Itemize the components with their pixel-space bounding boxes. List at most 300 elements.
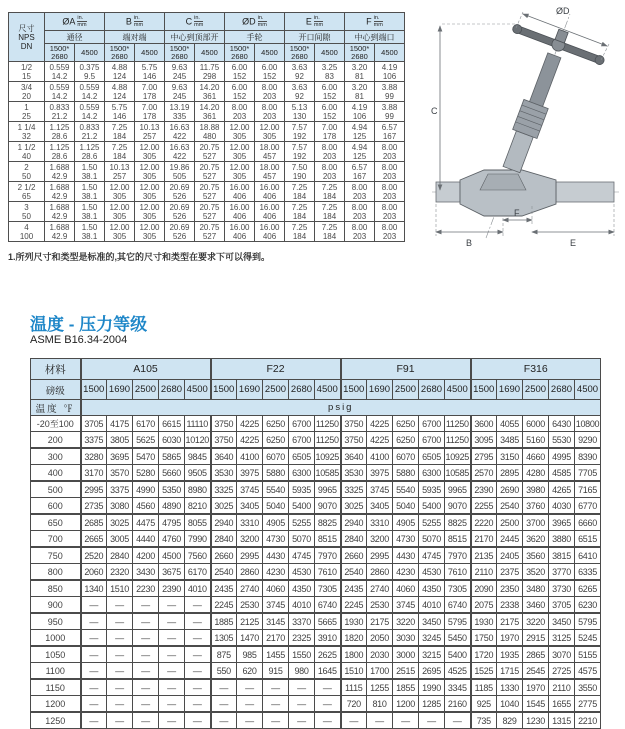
pressure-row <box>31 465 601 482</box>
material-header: A105 <box>81 359 211 380</box>
pressure-cell: 6170 <box>133 416 159 432</box>
dim-cell: 8.00 203 <box>345 182 375 202</box>
pressure-cell: 1330 <box>497 679 523 696</box>
pressure-cell: — <box>367 712 393 729</box>
temp-cell: 650 <box>31 514 81 531</box>
material-corner-header: 材料 <box>31 359 81 380</box>
pressure-cell: 3975 <box>237 465 263 482</box>
pressure-cell: 5400 <box>419 498 445 515</box>
class-header: 4500 <box>445 380 471 400</box>
temp-cell: 200 <box>31 432 81 449</box>
dim-cell: 1.125 28.6 <box>45 122 75 142</box>
size-cell: 3 50 <box>9 202 45 222</box>
pressure-cell: 2135 <box>471 547 497 564</box>
pressure-cell: 2795 <box>471 448 497 465</box>
pressure-cell: 4430 <box>263 547 289 564</box>
dim-cell: 10.13 257 <box>105 162 135 182</box>
dim-cell: 9.63 245 <box>165 82 195 102</box>
pressure-cell: 2210 <box>575 712 601 729</box>
pressure-cell: 3200 <box>367 531 393 548</box>
dim-cell: 8.00 203 <box>255 82 285 102</box>
pressure-cell: 6505 <box>419 448 445 465</box>
pressure-cell: 620 <box>237 663 263 680</box>
pressure-cell: 5255 <box>419 514 445 531</box>
pressure-cell: — <box>81 679 107 696</box>
pressure-cell: 4760 <box>159 531 185 548</box>
dim-cell: 16.00 406 <box>225 182 255 202</box>
temp-cell: 300 <box>31 448 81 465</box>
pressure-cell: 3620 <box>523 531 549 548</box>
pressure-cell: 1855 <box>393 679 419 696</box>
pressure-cell: 4575 <box>575 663 601 680</box>
dim-letter: C <box>185 16 193 27</box>
dim-cell: 18.88 480 <box>195 122 225 142</box>
pressure-cell: — <box>185 696 211 713</box>
unit-stack: $\frac{in.}{mm}$ <box>133 15 144 28</box>
pressure-cell: 1470 <box>237 630 263 647</box>
dim-cell: 20.75 527 <box>195 162 225 182</box>
temp-cell: 1250 <box>31 712 81 729</box>
pressure-cell: — <box>133 712 159 729</box>
pressure-cell: — <box>107 646 133 663</box>
pressure-cell: 2500 <box>497 514 523 531</box>
pressure-cell: 3520 <box>523 564 549 581</box>
pressure-cell: — <box>133 663 159 680</box>
pressure-cell: 1930 <box>341 613 367 630</box>
pressure-cell: 5880 <box>393 465 419 482</box>
pressure-cell: 3750 <box>341 416 367 432</box>
pressure-cell: — <box>263 712 289 729</box>
class-header: 4500 <box>185 380 211 400</box>
pressure-row <box>31 646 601 663</box>
unit-stack: $\frac{in.}{mm}$ <box>194 15 204 28</box>
class-header: 2500 <box>523 380 549 400</box>
pressure-cell: 2245 <box>341 597 367 614</box>
pressure-cell: 6700 <box>419 432 445 449</box>
dim-cell: 6.00 152 <box>225 82 255 102</box>
table-row <box>9 62 405 82</box>
dim-cell: 3.88 99 <box>375 82 405 102</box>
pressure-cell: 3750 <box>341 432 367 449</box>
dim-group-header <box>345 13 405 31</box>
pressure-cell: — <box>211 696 237 713</box>
pressure-cell: — <box>107 663 133 680</box>
dim-cell: 16.00 406 <box>255 202 285 222</box>
dim-cell: 3.20 81 <box>345 62 375 82</box>
dim-cell: 7.57 192 <box>285 142 315 162</box>
pressure-cell: 985 <box>237 646 263 663</box>
pressure-cell: 4030 <box>549 498 575 515</box>
pressure-row <box>31 416 601 432</box>
pressure-cell: 1285 <box>419 696 445 713</box>
dim-label-B: B <box>466 238 473 248</box>
dim-cell: 3.63 92 <box>285 62 315 82</box>
pressure-cell: 2060 <box>81 564 107 581</box>
pressure-cell: 980 <box>289 663 315 680</box>
pressure-cell: 4905 <box>393 514 419 531</box>
pressure-cell: 8980 <box>185 481 211 498</box>
pressure-cell: 9965 <box>315 481 341 498</box>
dim-cell: 1.125 28.6 <box>45 142 75 162</box>
pressure-cell: 2665 <box>81 531 107 548</box>
yoke <box>503 131 533 173</box>
pressure-cell: 3965 <box>549 514 575 531</box>
pressure-cell: 2865 <box>523 646 549 663</box>
pressure-cell: 4100 <box>367 448 393 465</box>
dim-cell: 0.559 14.2 <box>45 62 75 82</box>
pressure-cell: 4660 <box>523 448 549 465</box>
pressure-cell: 3310 <box>237 514 263 531</box>
dim-cell: 6.00 152 <box>255 62 285 82</box>
pressure-cell: 3980 <box>523 481 549 498</box>
pressure-cell: — <box>159 663 185 680</box>
pressure-cell: — <box>289 712 315 729</box>
pressure-row <box>31 564 601 581</box>
pressure-cell: — <box>159 597 185 614</box>
pressure-cell: 2338 <box>497 597 523 614</box>
class-header: 1500 <box>81 380 107 400</box>
pressure-cell: 2170 <box>471 531 497 548</box>
size-cell: 1 25 <box>9 102 45 122</box>
pressure-cell: — <box>185 613 211 630</box>
pressure-cell: 5625 <box>133 432 159 449</box>
pressure-cell: 1715 <box>497 663 523 680</box>
class-header: 4500 <box>575 380 601 400</box>
pressure-cell: 5245 <box>575 630 601 647</box>
pressure-cell: 3675 <box>159 564 185 581</box>
pressure-cell: — <box>289 679 315 696</box>
pressure-cell: 8825 <box>315 514 341 531</box>
dim-cell: 19.86 505 <box>165 162 195 182</box>
class-header: 2680 <box>549 380 575 400</box>
dim-cell: 8.00 203 <box>315 162 345 182</box>
pressure-cell: 4475 <box>133 514 159 531</box>
pressure-cell: 2775 <box>575 696 601 713</box>
dim-cell: 4.94 125 <box>345 142 375 162</box>
pressure-row <box>31 613 601 630</box>
material-header: F22 <box>211 359 341 380</box>
pressure-cell: 2255 <box>471 498 497 515</box>
pressure-cell: 2860 <box>367 564 393 581</box>
pressure-cell: 4200 <box>133 547 159 564</box>
pressure-cell: — <box>107 613 133 630</box>
pressure-cell: — <box>185 630 211 647</box>
size-cell: 4 100 <box>9 222 45 242</box>
pressure-cell: 2375 <box>497 564 523 581</box>
dim-cell: 7.57 192 <box>285 122 315 142</box>
section-subtitle: ASME B16.34-2004 <box>30 334 128 346</box>
pressure-cell: 5935 <box>289 481 315 498</box>
pressure-cell: 6740 <box>315 597 341 614</box>
pressure-cell: — <box>263 679 289 696</box>
dim-cell: 1.125 28.6 <box>75 142 105 162</box>
class-header: 1500* 2680 <box>105 44 135 62</box>
pressure-rating-table <box>30 358 601 729</box>
dim-letter: B <box>125 16 132 27</box>
pressure-cell: 9070 <box>445 498 471 515</box>
unit-stack: $\frac{in.}{mm}$ <box>313 15 324 28</box>
dim-label-D: ØD <box>556 6 570 16</box>
class-header: 2680 <box>159 380 185 400</box>
pressure-row <box>31 630 601 647</box>
pressure-cell: — <box>133 630 159 647</box>
pressure-cell: — <box>159 679 185 696</box>
pressure-cell: 6000 <box>523 416 549 432</box>
pressure-cell: 2625 <box>315 646 341 663</box>
table-row <box>9 82 405 102</box>
class-header: 4500 <box>75 44 105 62</box>
pressure-cell: 5155 <box>575 646 601 663</box>
dim-cell: 1.50 38.1 <box>75 162 105 182</box>
pressure-cell: — <box>107 679 133 696</box>
pressure-cell: 7610 <box>315 564 341 581</box>
dim-cell: 12.00 305 <box>135 222 165 242</box>
dim-cell: 8.00 203 <box>315 142 345 162</box>
dim-cell: 1.688 42.9 <box>45 222 75 242</box>
pressure-cell: 11250 <box>445 432 471 449</box>
pressure-cell: — <box>133 646 159 663</box>
pressure-cell: 8825 <box>445 514 471 531</box>
pressure-cell: — <box>211 712 237 729</box>
pressure-cell: 4730 <box>393 531 419 548</box>
pressure-cell: 4230 <box>393 564 419 581</box>
pressure-cell: — <box>237 696 263 713</box>
pressure-cell: 6615 <box>159 416 185 432</box>
dim-cell: 12.00 305 <box>255 122 285 142</box>
pressure-cell: 11250 <box>315 432 341 449</box>
pressure-cell: 915 <box>263 663 289 680</box>
pressure-row <box>31 481 601 498</box>
pressure-cell: 3280 <box>81 448 107 465</box>
pressure-cell: 3815 <box>549 547 575 564</box>
pressure-row <box>31 597 601 614</box>
pressure-cell: 2740 <box>367 580 393 597</box>
unit-stack: $\frac{in.}{mm}$ <box>373 15 383 28</box>
dim-cell: 16.00 406 <box>225 222 255 242</box>
pressure-cell: 3150 <box>497 448 523 465</box>
pressure-cell: 4225 <box>237 432 263 449</box>
pressure-cell: 5070 <box>419 531 445 548</box>
pressure-cell: 3480 <box>523 580 549 597</box>
dim-cell: 12.00 305 <box>135 142 165 162</box>
pressure-cell: 1315 <box>549 712 575 729</box>
psig-unit-header: psig <box>81 400 601 416</box>
dim-group-cn-label: 中心到端口 <box>345 31 405 44</box>
unit-stack: $\frac{in.}{mm}$ <box>77 15 87 28</box>
dim-cell: 14.20 361 <box>195 82 225 102</box>
dim-cell: 12.00 305 <box>105 202 135 222</box>
pressure-cell: 7970 <box>445 547 471 564</box>
dim-cell: 8.00 203 <box>375 182 405 202</box>
dim-cell: 8.00 203 <box>255 102 285 122</box>
class-header: 4500 <box>135 44 165 62</box>
pressure-cell: 2570 <box>471 465 497 482</box>
pressure-cell: 1990 <box>419 679 445 696</box>
pressure-cell: 2435 <box>341 580 367 597</box>
dim-cell: 12.00 305 <box>105 222 135 242</box>
dim-cell: 1.50 38.1 <box>75 222 105 242</box>
dim-cell: 5.75 146 <box>105 102 135 122</box>
temp-cell: 1050 <box>31 646 81 663</box>
pressure-cell: 4745 <box>419 547 445 564</box>
dim-cell: 7.25 184 <box>105 142 135 162</box>
pressure-cell: 1200 <box>393 696 419 713</box>
dim-cell: 13.19 335 <box>165 102 195 122</box>
pressure-cell: 7970 <box>315 547 341 564</box>
pressure-cell: 2895 <box>497 465 523 482</box>
pressure-cell: 2390 <box>471 481 497 498</box>
pressure-cell: 4795 <box>159 514 185 531</box>
class-header: 2680 <box>289 380 315 400</box>
table-row <box>9 102 405 122</box>
dim-cell: 12.00 305 <box>225 162 255 182</box>
pressure-cell: 4585 <box>549 465 575 482</box>
pressure-cell: 11250 <box>445 416 471 432</box>
dim-cell: 12.00 305 <box>225 142 255 162</box>
dim-cell: 3.88 99 <box>375 102 405 122</box>
pressure-cell: — <box>81 712 107 729</box>
pressure-cell: 3805 <box>107 432 133 449</box>
class-header: 2500 <box>263 380 289 400</box>
pressure-cell: 2840 <box>107 547 133 564</box>
valve-bonnet-assembly <box>466 14 609 187</box>
pressure-cell: 1750 <box>471 630 497 647</box>
dim-cell: 12.00 305 <box>135 182 165 202</box>
pressure-cell: 3375 <box>107 481 133 498</box>
temp-cell: 1100 <box>31 663 81 680</box>
pressure-cell: 5665 <box>315 613 341 630</box>
pressure-cell: 2175 <box>367 613 393 630</box>
dim-cell: 0.559 14.2 <box>45 82 75 102</box>
pressure-cell: 3600 <box>471 416 497 432</box>
table-row <box>9 122 405 142</box>
pressure-cell: — <box>393 712 419 729</box>
pressure-cell: 10585 <box>445 465 471 482</box>
pressure-cell: 735 <box>471 712 497 729</box>
dim-cell: 6.00 152 <box>315 82 345 102</box>
pressure-cell: 6660 <box>575 514 601 531</box>
pressure-cell: 5880 <box>263 465 289 482</box>
dim-cell: 14.20 361 <box>195 102 225 122</box>
pressure-cell: 4350 <box>419 580 445 597</box>
dim-cell: 7.25 184 <box>315 182 345 202</box>
class-header: 1500* 2680 <box>225 44 255 62</box>
pressure-cell: — <box>315 679 341 696</box>
dim-label-C: C <box>431 106 438 116</box>
pressure-cell: 4890 <box>159 498 185 515</box>
class-header: 1500* 2680 <box>165 44 195 62</box>
pressure-cell: 2995 <box>81 481 107 498</box>
pressure-cell: 2445 <box>497 531 523 548</box>
dim-cell: 20.75 527 <box>195 142 225 162</box>
temp-cell: 1150 <box>31 679 81 696</box>
pressure-cell: 3640 <box>341 448 367 465</box>
dim-cell: 7.25 184 <box>105 122 135 142</box>
pressure-cell: 3030 <box>393 630 419 647</box>
pressure-row <box>31 498 601 515</box>
pressure-cell: 10585 <box>315 465 341 482</box>
dim-cell: 8.00 203 <box>375 222 405 242</box>
pressure-cell: 3000 <box>393 646 419 663</box>
pressure-cell: 2175 <box>497 613 523 630</box>
pressure-cell: 4265 <box>549 481 575 498</box>
temp-cell: -20至100 <box>31 416 81 432</box>
dim-group-header <box>45 13 105 31</box>
dim-cell: 7.25 184 <box>315 222 345 242</box>
pressure-cell: 2520 <box>81 547 107 564</box>
pressure-cell: 4225 <box>367 432 393 449</box>
dim-cell: 1.50 38.1 <box>75 202 105 222</box>
dim-cell: 16.00 406 <box>255 222 285 242</box>
class-header: 1690 <box>367 380 393 400</box>
pressure-cell: 6515 <box>575 531 601 548</box>
pressure-cell: — <box>133 597 159 614</box>
temp-cell: 1200 <box>31 696 81 713</box>
class-header: 1500 <box>471 380 497 400</box>
dimensions-table <box>8 12 405 242</box>
pressure-cell: 7165 <box>575 481 601 498</box>
dim-cell: 4.19 106 <box>345 102 375 122</box>
pressure-cell: 1885 <box>211 613 237 630</box>
class-corner-header: 磅级 <box>31 380 81 400</box>
pressure-cell: 3095 <box>471 432 497 449</box>
pressure-cell: 2160 <box>445 696 471 713</box>
pressure-cell: 3695 <box>107 448 133 465</box>
temp-cell: 950 <box>31 613 81 630</box>
pressure-cell: 3730 <box>549 580 575 597</box>
temp-cell: 700 <box>31 531 81 548</box>
class-header: 1690 <box>497 380 523 400</box>
class-header: 1500 <box>211 380 237 400</box>
pressure-cell: — <box>289 696 315 713</box>
pressure-cell: 2995 <box>237 547 263 564</box>
pressure-cell: 6700 <box>289 416 315 432</box>
pressure-cell: — <box>81 696 107 713</box>
pressure-cell: — <box>237 712 263 729</box>
pressure-cell: 2915 <box>523 630 549 647</box>
pressure-cell: — <box>107 712 133 729</box>
pressure-cell: 3345 <box>445 679 471 696</box>
pressure-cell: 3745 <box>237 481 263 498</box>
pressure-cell: — <box>159 646 185 663</box>
pressure-cell: 6265 <box>575 580 601 597</box>
pressure-cell: 2725 <box>549 663 575 680</box>
dim-cell: 4.19 106 <box>375 62 405 82</box>
pressure-cell: 10800 <box>575 416 601 432</box>
pressure-cell: 3025 <box>341 498 367 515</box>
class-header: 2680 <box>419 380 445 400</box>
temp-cell: 500 <box>31 481 81 498</box>
valve-body <box>436 170 614 216</box>
pressure-row <box>31 679 601 696</box>
dim-cell: 7.25 184 <box>285 182 315 202</box>
dim-cell: 8.00 203 <box>345 222 375 242</box>
pressure-cell: 6170 <box>185 564 211 581</box>
pressure-cell: 1255 <box>367 679 393 696</box>
pressure-cell: — <box>315 696 341 713</box>
pressure-cell: 3450 <box>549 613 575 630</box>
dim-cell: 8.00 203 <box>375 162 405 182</box>
pressure-cell: — <box>81 646 107 663</box>
pressure-cell: 3145 <box>263 613 289 630</box>
pressure-cell: 4990 <box>133 481 159 498</box>
dim-cell: 16.63 422 <box>165 122 195 142</box>
temp-cell: 1000 <box>31 630 81 647</box>
pressure-cell: 1970 <box>497 630 523 647</box>
pressure-cell: 5280 <box>133 465 159 482</box>
class-header: 1500* 2680 <box>345 44 375 62</box>
pressure-cell: 4440 <box>133 531 159 548</box>
